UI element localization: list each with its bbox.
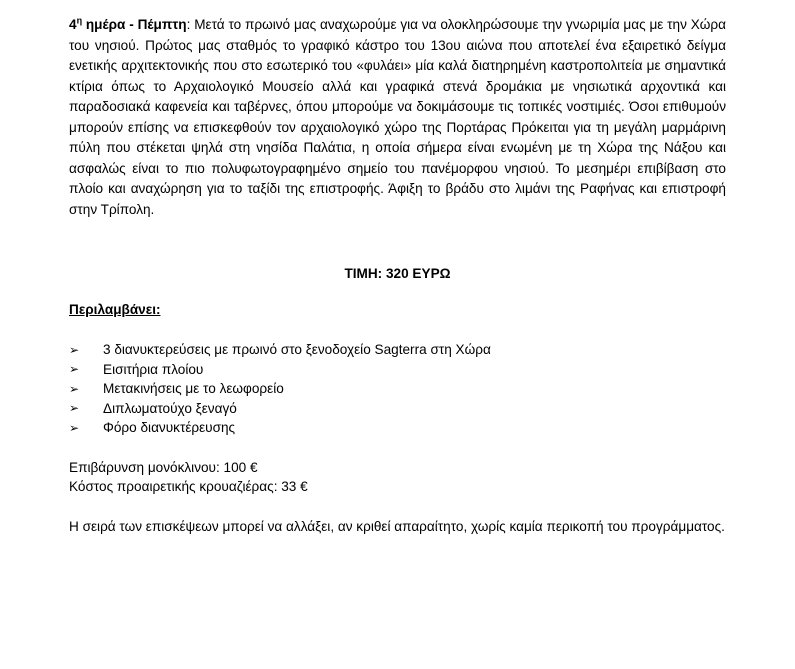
day4-label [69,17,187,32]
list-item [69,399,726,419]
includes-list [69,340,726,438]
list-item [69,418,726,438]
list-item [69,360,726,380]
list-item-text: 3 διανυκτερεύσεις με πρωινό στο ξενοδοχείο Sagterra στη Χώρα [103,342,491,358]
arrow-bullet-icon: ➢ [69,401,80,416]
schedule-note: Η σειρά των επισκέψεων μπορεί να αλλάξει, αν κριθεί απαραίτητο, χωρίς καμία περικοπή του προγράμματος. [69,518,725,534]
optional-cruise-cost: Κόστος προαιρετικής κρουαζιέρας: 33 € [69,479,308,494]
day4-label-number: 4 [69,17,77,32]
list-item [69,340,726,360]
arrow-bullet-icon: ➢ [69,420,80,435]
list-item-text: Φόρο διανυκτέρευσης [103,420,236,436]
extra-costs [69,458,726,497]
price-line: ΤΙΜΗ: 320 ΕΥΡΩ [344,266,451,281]
arrow-bullet-icon: ➢ [69,362,80,377]
arrow-bullet-icon: ➢ [69,342,80,357]
includes-heading: Περιλαμβάνει: [69,302,161,317]
single-room-supplement: Επιβάρυνση μονόκλινου: 100 € [69,459,258,475]
day4-label-superscript: η [76,15,83,26]
day4-label-weekday: ημέρα - Πέμπτη [82,17,187,32]
day4-text: : Μετά το πρωινό μας αναχωρούμε για να ολοκληρώσουμε την γνωριμία μας με την Χώρα του νησιού. Πρώτος μας σταθμός το γραφικό κάστρο του 13ου αιώνα που αποτελεί ένα εξαιρετικό δείγμα ενετικής αρχιτεκτονικής που στο εσωτερικό του «φυλάει» μία καλά διατηρημένη καστροπολιτεία με σημαντικά κτίρια όπως το Αρχαιολογικό Μουσείο αλλά και γραφικά στενά δρομάκια με νησιωτικά αρχοντικά και παραδοσιακά καφενεία και ταβέρνες, όπου μπορούμε να δοκιμάσουμε τις τοπικές νοστιμιές. Όσοι επιθυμούν μπορούν επίσης να επισκεφθούν τον αρχαιολογικό χώρο της Πορτάρας Πρόκειται για τη μεγάλη μαρμάρινη πύλη που στέκεται ψηλά στη νησίδα Παλάτια, η οποία σήμερα είναι ενωμένη με τη Χώρα της Νάξου και ασφαλώς είναι το πιο πολυφωτογραφημένο σημείο του πανέμορφου νησιού. Το μεσημέρι επιβίβαση στο πλοίο και αναχώρηση για το ταξίδι της επιστροφής. Άφιξη το βράδυ στο λιμάνι της Ραφήνας και επιστροφή στην Τρίπολη. [69,17,726,217]
list-item-text: Μετακινήσεις με το λεωφορείο [103,381,284,397]
list-item [69,379,726,399]
day4-paragraph [69,15,726,220]
list-item-text: Εισιτήρια πλοίου [103,361,204,377]
arrow-bullet-icon: ➢ [69,381,80,396]
list-item-text: Διπλωματούχο ξεναγό [103,400,237,416]
document-page [69,15,726,537]
